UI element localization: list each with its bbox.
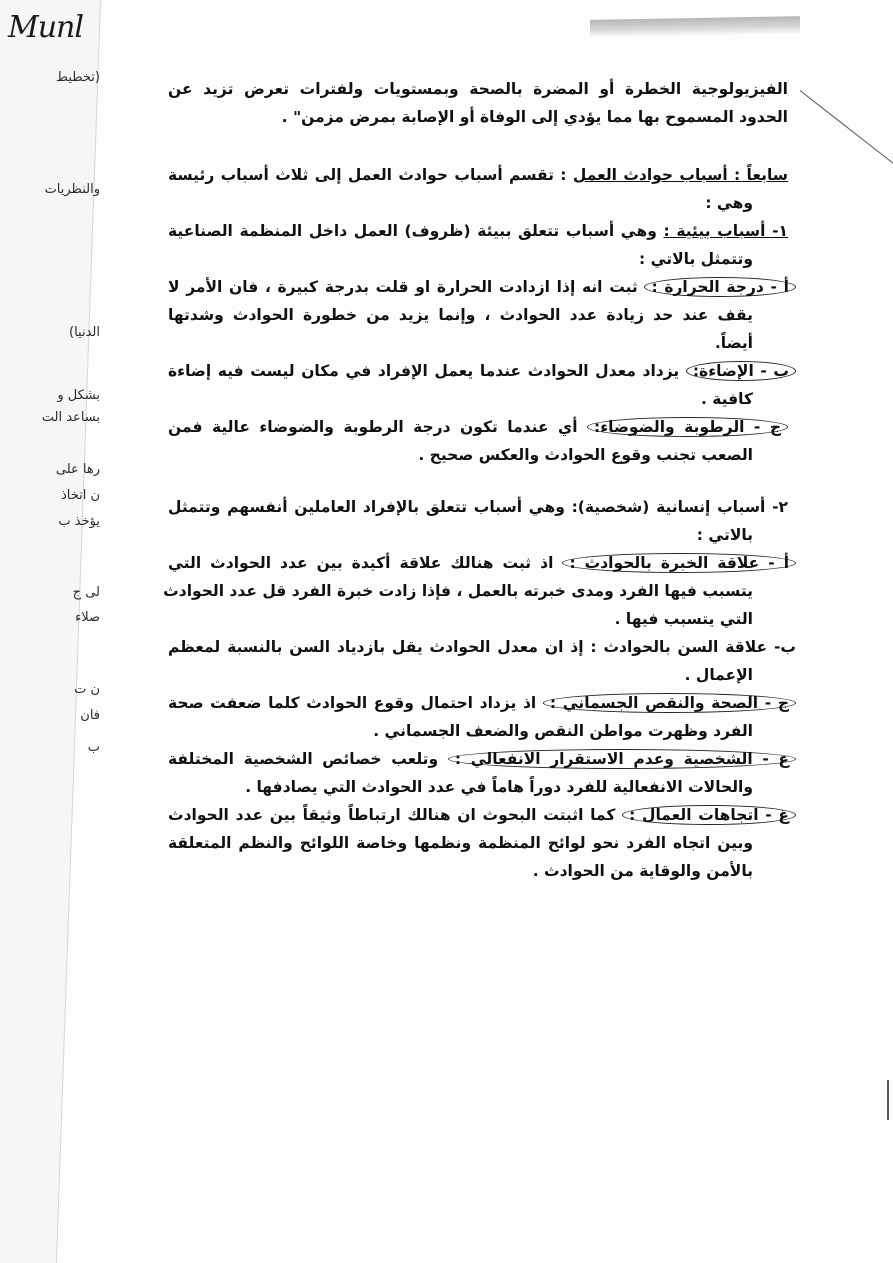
item-label: أ - درجة الحرارة : [644, 277, 796, 297]
margin-fragment: ن اتخاذ [60, 488, 100, 503]
margin-fragment: (تخطيط [55, 70, 100, 85]
subsection-title: ١- أسباب بيئية : [663, 222, 788, 240]
text-line: الصعب تجنب وقوع الحوادث والعكس صحيح . [418, 446, 753, 464]
margin-fragment: لى ج [72, 585, 100, 600]
text-line: اذ يزداد احتمال وقوع الحوادث كلما ضعفت صحة [168, 694, 537, 712]
text-line: وهي : [705, 194, 753, 212]
text-line: الفيزيولوجية الخطرة أو المضرة بالصحة وبمستويات ولفترات تعرض تزيد عن [168, 80, 788, 98]
margin-fragment: والنظريات [44, 182, 100, 197]
text-line: بالأمن والوقاية من الحوادث . [532, 862, 753, 880]
margin-fragment: فان [80, 708, 100, 723]
text-line: وهي أسباب تتعلق بالإفراد العاملين أنفسهم وتتمثل [168, 498, 565, 516]
margin-fragment: بشكل و [57, 388, 100, 403]
section-heading: سابعاً : أسباب حوادث العمل [572, 166, 789, 184]
text-line: وتلعب خصائص الشخصية المختلفة [168, 750, 439, 768]
item-label: أ - علاقة الخبرة بالحوادث : [562, 553, 796, 573]
intro-paragraph [168, 75, 788, 131]
text-line: : تقسم أسباب حوادث العمل إلى ثلاث أسباب رئيسة [168, 166, 567, 184]
environmental-causes [168, 217, 788, 469]
item-label: ع - الشخصية وعدم الاستقرار الانفعالي : [448, 749, 796, 769]
item-label: ج - الرطوبة والضوضاء: [587, 417, 788, 437]
right-edge-mark [887, 1080, 889, 1120]
text-line: إذ ان معدل الحوادث يقل بازدياد السن بالنسبة لمعظم [168, 638, 584, 656]
section-seven [168, 161, 788, 217]
text-line: الإعمال . [684, 666, 753, 684]
margin-fragment: صلاء [75, 610, 100, 625]
text-line: وبين اتجاه الفرد نحو لوائح المنظمة ونظمها وخاصة اللوائح والنظم المتعلقة [168, 834, 753, 852]
text-line: والحالات الانفعالية للفرد دوراً هاماً في عدد الحوادث التي يصادفها . [245, 778, 753, 796]
item-label: غ - اتجاهات العمال : [622, 805, 796, 825]
text-line: الفرد وظهرت مواطن النقص والضعف الجسماني . [373, 722, 753, 740]
text-line: أي عندما تكون درجة الرطوبة والضوضاء عالية فمن [168, 418, 578, 436]
text-line: يتسبب فيها الفرد ومدى خبرته بالعمل ، فإذا زادت خبرة الفرد قل عدد الحوادث [163, 582, 753, 600]
page-body [163, 75, 796, 885]
text-line: بالاتي : [696, 526, 753, 544]
text-line: يزداد معدل الحوادث عندما يعمل الإفراد في مكان ليست فيه إضاءة [168, 362, 680, 380]
margin-fragment: رها على [55, 462, 100, 477]
text-line: اذ ثبت هنالك علاقة أكيدة بين عدد الحوادث التي [168, 554, 554, 572]
item-label: ب - الإضاءة: [686, 361, 796, 381]
item-label: ب- علاقة السن بالحوادث : [590, 638, 796, 656]
margin-fragment: يؤخذ ب [58, 514, 100, 529]
text-line: وتتمثل بالاتي : [638, 250, 753, 268]
subsection-title: ٢- أسباب إنسانية (شخصية): [571, 498, 788, 516]
text-line: كافية . [701, 390, 753, 408]
margin-fragment: الدنيا) [69, 325, 100, 340]
text-line: أيضاً. [714, 334, 753, 352]
human-causes [163, 493, 796, 885]
margin-fragment: ب [87, 740, 100, 755]
text-line: يقف عند حد زيادة عدد الحوادث ، وإنما يزيد من خطورة الحوادث وشدتها [168, 306, 753, 324]
scan-shadow [590, 16, 800, 38]
text-line: وهي أسباب تتعلق ببيئة (ظروف) العمل داخل المنظمة الصناعية [168, 222, 657, 240]
margin-fragment: ن ت [74, 682, 100, 697]
margin-fragment: بساعد الت [41, 410, 100, 425]
item-label: ج - الصحة والنقص الجسماني : [543, 693, 796, 713]
text-line: التي يتسبب فيها . [614, 610, 753, 628]
text-line: ثبت انه إذا ازدادت الحرارة او قلت بدرجة كبيرة ، فان الأمر لا [168, 278, 638, 296]
text-line: كما اثبتت البحوث ان هنالك ارتباطاً وثيقاً بين عدد الحوادث [168, 806, 616, 824]
text-line: الحدود المسموح بها مما يؤدي إلى الوفاة أو الإصابة بمرض مزمن" . [281, 108, 788, 126]
handwritten-signature: Munl [8, 10, 83, 45]
